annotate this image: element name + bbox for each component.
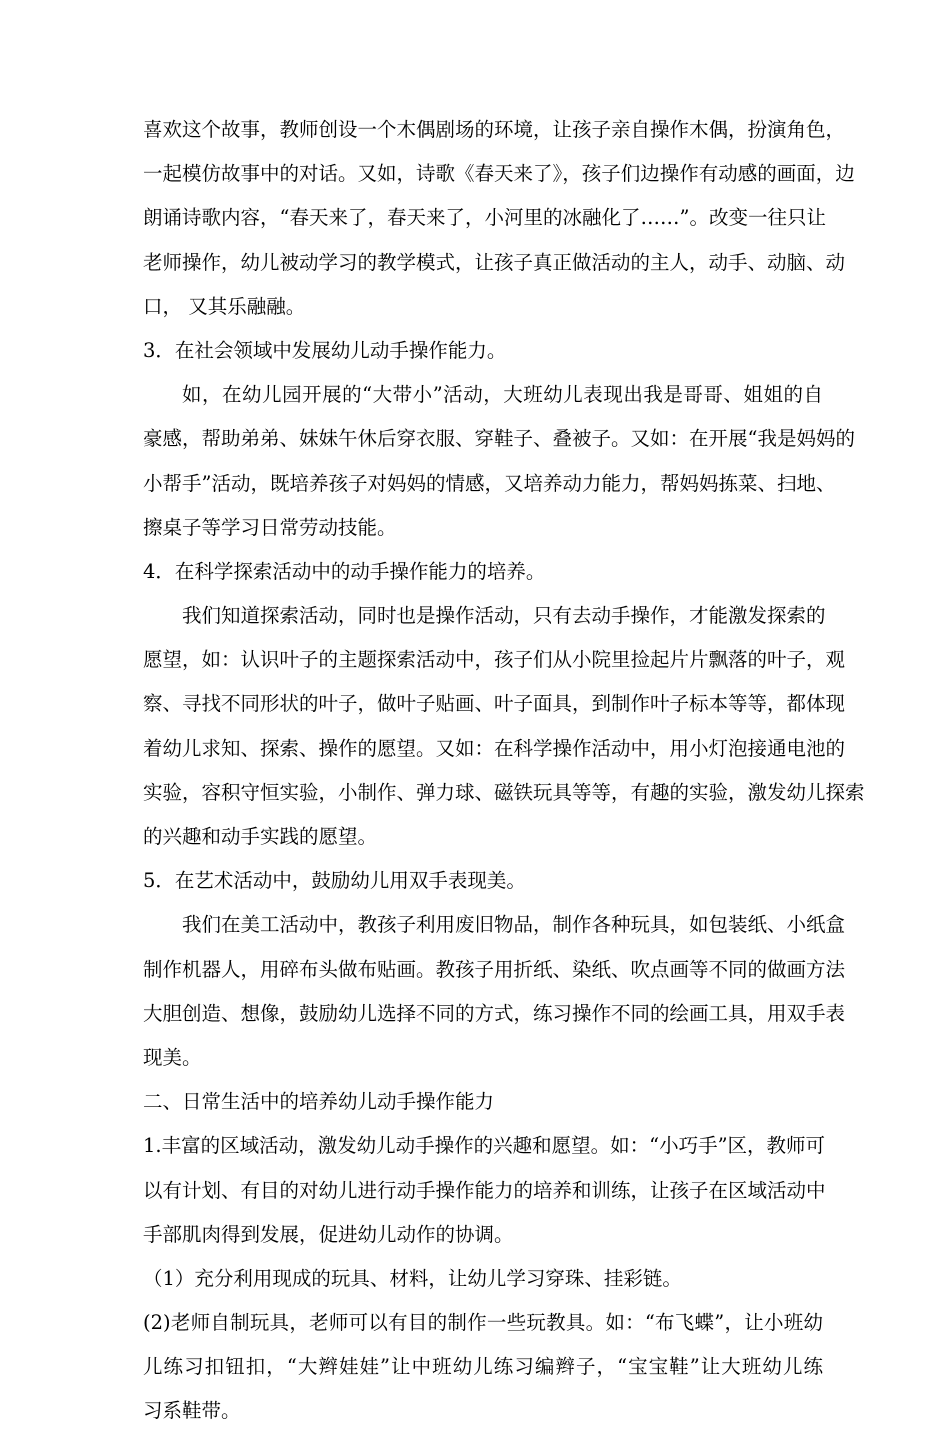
- text-line: 愿望，如：认识叶子的主题探索活动中，孩子们从小院里捡起片片飘落的叶子，观: [143, 648, 846, 672]
- paragraph-first-line: 如，在幼儿园开展的“大带小”活动，大班幼儿表现出我是哥哥、姐姐的自: [182, 383, 823, 407]
- text-line: 喜欢这个故事，教师创设一个木偶剧场的环境，让孩子亲自操作木偶，扮演角色，: [143, 118, 846, 141]
- section-heading: 5．在艺术活动中，鼓励幼儿用双手表现美。: [143, 869, 526, 893]
- text-line: 老师操作，幼儿被动学习的教学模式，让孩子真正做活动的主人，动手、动脑、动: [143, 250, 846, 274]
- list-item: （1）充分利用现成的玩具、材料，让幼儿学习穿珠、挂彩链。: [143, 1266, 682, 1290]
- text-line: 小帮手”活动，既培养孩子对妈妈的情感，又培养动力能力，帮妈妈拣菜、扫地、: [143, 471, 836, 495]
- body-text: [143, 108, 865, 1434]
- section-heading: 4．在科学探索活动中的动手操作能力的培养。: [143, 559, 546, 583]
- chapter-heading: 二、日常生活中的培养幼儿动手操作能力: [143, 1090, 495, 1114]
- list-item: (2)老师自制玩具，老师可以有目的制作一些玩教具。如：“布飞蝶”，让小班幼: [143, 1311, 823, 1335]
- paragraph-first-line: 我们在美工活动中，教孩子利用废旧物品，制作各种玩具，如包装纸、小纸盒: [182, 913, 846, 937]
- text-line: 以有计划、有目的对幼儿进行动手操作能力的培养和训练，让孩子在区域活动中: [143, 1178, 826, 1202]
- text-line: 手部肌肉得到发展，促进幼儿动作的协调。: [143, 1222, 514, 1246]
- paragraph-first-line: 我们知道探索活动，同时也是操作活动，只有去动手操作，才能激发探索的: [182, 604, 826, 628]
- text-line: 制作机器人，用碎布头做布贴画。教孩子用折纸、染纸、吹点画等不同的做画方法: [143, 957, 846, 981]
- text-line: 儿练习扣钮扣，“大辫娃娃”让中班幼儿练习编辫子，“宝宝鞋”让大班幼儿练: [143, 1355, 823, 1379]
- text-line: 察、寻找不同形状的叶子，做叶子贴画、叶子面具，到制作叶子标本等等，都体现: [143, 692, 846, 716]
- text-line: 一起模仿故事中的对话。又如，诗歌《春天来了》，孩子们边操作有动感的画面，边: [143, 162, 855, 186]
- text-line: 习系鞋带。: [143, 1399, 241, 1423]
- text-line: 擦桌子等学习日常劳动技能。: [143, 515, 397, 539]
- text-line: 现美。: [143, 1045, 202, 1069]
- text-line: 着幼儿求知、探索、操作的愿望。又如：在科学操作活动中，用小灯泡接通电池的: [143, 736, 846, 760]
- text-line: 豪感，帮助弟弟、妹妹午休后穿衣服、穿鞋子、叠被子。又如：在开展“我是妈妈的: [143, 427, 855, 451]
- text-line: 大胆创造、想像，鼓励幼儿选择不同的方式，练习操作不同的绘画工具，用双手表: [143, 1001, 846, 1025]
- text-line: 口， 又其乐融融。: [143, 294, 306, 318]
- section-heading: 3．在社会领域中发展幼儿动手操作能力。: [143, 338, 507, 362]
- text-line: 朗诵诗歌内容，“春天来了，春天来了，小河里的冰融化了……”。改变一往只让: [143, 206, 826, 230]
- text-line: 1.丰富的区域活动，激发幼儿动手操作的兴趣和愿望。如：“小巧手”区，教师可: [143, 1134, 826, 1158]
- text-line: 的兴趣和动手实践的愿望。: [143, 825, 378, 848]
- text-line: 实验，容积守恒实验，小制作、弹力球、磁铁玩具等等，有趣的实验，激发幼儿探索: [143, 780, 865, 804]
